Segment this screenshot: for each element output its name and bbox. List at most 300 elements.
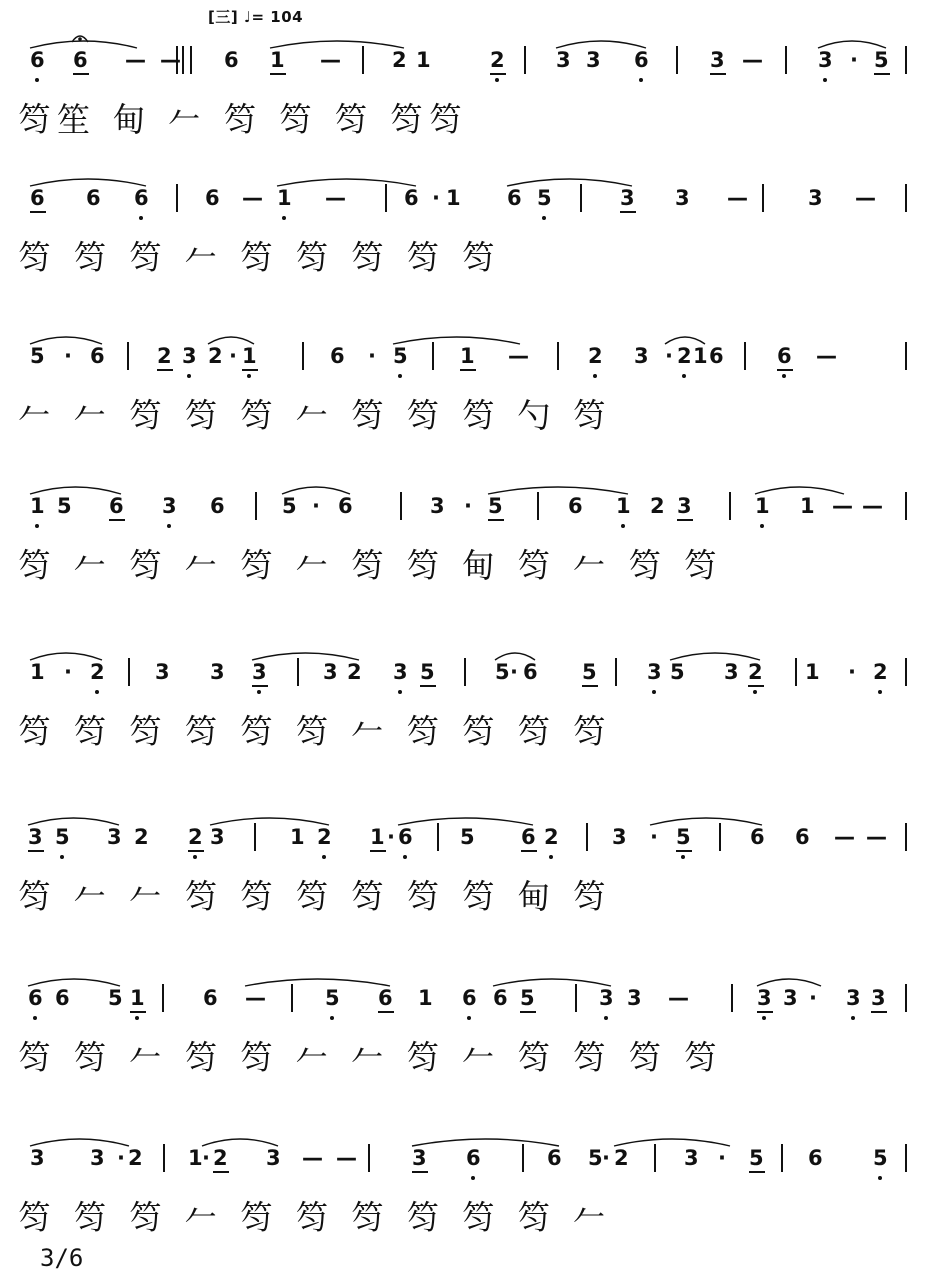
dot-icon (193, 855, 197, 859)
jianpu-note: 1 (616, 494, 631, 518)
barline (522, 1144, 524, 1172)
jianpu-note: 5 (30, 344, 45, 368)
underline-beam (242, 369, 258, 371)
jianpu-note: 5 (749, 1146, 764, 1170)
jianpu-note: 1 (130, 986, 145, 1010)
slur-icon (245, 979, 390, 986)
tablature-line: 笉 𠂉 笉 𠂉 笉 𠂉 笉 笉 甸 笉 𠂉 笉 笉 (18, 546, 723, 585)
underline-beam (252, 685, 268, 687)
dash-extender: — (668, 986, 689, 1010)
barline (524, 46, 526, 74)
jianpu-note: 3 (323, 660, 338, 684)
slur-icon (412, 1139, 559, 1146)
jianpu-note: 5 (520, 986, 535, 1010)
barline (362, 46, 364, 74)
jianpu-note: 5 (670, 660, 685, 684)
jianpu-note: 3 (430, 494, 445, 518)
jianpu-note: 2 (188, 825, 203, 849)
jianpu-note: 1 (242, 344, 257, 368)
dash-extender: — (832, 494, 853, 518)
underline-beam (412, 1171, 428, 1173)
barline (719, 823, 721, 851)
dot-extender: · (64, 344, 72, 368)
jianpu-note: 1 (30, 494, 45, 518)
jianpu-note: 6 (338, 494, 353, 518)
slur-icon (252, 653, 359, 660)
tablature-line: 笉笙 甸 𠂉 笉 笉 笉 笉笉 (18, 100, 468, 139)
barline (729, 492, 731, 520)
underline-beam (777, 369, 793, 371)
barline (781, 1144, 783, 1172)
dot-icon (682, 374, 686, 378)
slur-icon (495, 653, 535, 660)
barline (176, 184, 178, 212)
dot-icon (542, 216, 546, 220)
jianpu-note: 1 (188, 1146, 203, 1170)
slur-icon (507, 179, 632, 186)
jianpu-note: 3 (620, 186, 635, 210)
dot-icon (60, 855, 64, 859)
jianpu-note: 2 (157, 344, 172, 368)
jianpu-note: 6 (28, 986, 43, 1010)
tablature-line: 笉 笉 笉 𠂉 笉 笉 笉 笉 笉 (18, 238, 501, 277)
underline-beam (677, 519, 693, 521)
dot-extender: · (432, 186, 440, 210)
jianpu-note: 1 (755, 494, 770, 518)
dash-extender: — (866, 825, 887, 849)
dot-extender: · (665, 344, 673, 368)
dot-extender: · (229, 344, 237, 368)
underline-beam (73, 73, 89, 75)
notation-line (0, 488, 949, 546)
jianpu-note: 3 (162, 494, 177, 518)
underline-beam (30, 211, 46, 213)
dot-icon (135, 1016, 139, 1020)
jianpu-note: 6 (398, 825, 413, 849)
jianpu-note: 1 (290, 825, 305, 849)
dash-extender: — (855, 186, 876, 210)
jianpu-note: 1 (416, 48, 431, 72)
underline-beam (420, 685, 436, 687)
dot-icon (322, 855, 326, 859)
jianpu-note: 3 (586, 48, 601, 72)
dot-extender: · (464, 494, 472, 518)
tempo-marking: [三] ♩= 104 (208, 8, 304, 26)
slur-icon (30, 653, 102, 660)
underline-beam (620, 211, 636, 213)
jianpu-note: 1 (418, 986, 433, 1010)
jianpu-note: 5 (588, 1146, 603, 1170)
dot-extender: · (850, 48, 858, 72)
underline-beam (109, 519, 125, 521)
barline (163, 1144, 165, 1172)
jianpu-note: 6 (55, 986, 70, 1010)
notation-line (0, 338, 949, 396)
dash-extender: — (125, 48, 146, 72)
double-barline (182, 46, 184, 74)
jianpu-note: 2 (128, 1146, 143, 1170)
jianpu-note: 5 (325, 986, 340, 1010)
barline (368, 1144, 370, 1172)
slur-icon (393, 337, 520, 344)
jianpu-note: 1 (446, 186, 461, 210)
dash-extender: — (834, 825, 855, 849)
underline-beam (582, 685, 598, 687)
jianpu-note: 5 (420, 660, 435, 684)
dot-icon (878, 690, 882, 694)
slur-icon (670, 653, 760, 660)
jianpu-note: 6 (134, 186, 149, 210)
slur-icon (30, 1139, 129, 1146)
jianpu-note: 3 (677, 494, 692, 518)
jianpu-note: 3 (684, 1146, 699, 1170)
jianpu-note: 3 (757, 986, 772, 1010)
slur-icon (757, 979, 821, 986)
jianpu-note: 2 (347, 660, 362, 684)
dot-icon (35, 78, 39, 82)
slur-icon (755, 487, 844, 494)
jianpu-note: 3 (30, 1146, 45, 1170)
slur-icon (270, 41, 404, 48)
dash-extender: — (816, 344, 837, 368)
jianpu-note: 2 (873, 660, 888, 684)
dot-extender: · (117, 1146, 125, 1170)
barline (762, 184, 764, 212)
dash-extender: — (302, 1146, 323, 1170)
jianpu-note: 2 (614, 1146, 629, 1170)
jianpu-note: 6 (750, 825, 765, 849)
underline-beam (874, 73, 890, 75)
dot-extender: · (387, 825, 395, 849)
jianpu-note: 1 (693, 344, 708, 368)
jianpu-note: 6 (521, 825, 536, 849)
dot-icon (467, 1016, 471, 1020)
dot-icon (403, 855, 407, 859)
slur-icon (30, 41, 137, 48)
jianpu-note: 1 (460, 344, 475, 368)
slur-icon (30, 487, 121, 494)
barline (190, 46, 192, 74)
dot-icon (604, 1016, 608, 1020)
slur-icon (282, 487, 350, 494)
dot-icon (495, 78, 499, 82)
underline-beam (28, 850, 44, 852)
jianpu-note: 2 (490, 48, 505, 72)
slur-icon (30, 179, 146, 186)
jianpu-note: 3 (210, 825, 225, 849)
jianpu-note: 1 (277, 186, 292, 210)
dot-extender: · (368, 344, 376, 368)
jianpu-note: 6 (210, 494, 225, 518)
dash-extender: — (508, 344, 529, 368)
jianpu-note: 6 (777, 344, 792, 368)
dot-icon (33, 1016, 37, 1020)
dot-icon (878, 1176, 882, 1180)
jianpu-note: 2 (134, 825, 149, 849)
dot-icon (753, 690, 757, 694)
barline (586, 823, 588, 851)
barline (676, 46, 678, 74)
jianpu-note: 3 (182, 344, 197, 368)
jianpu-note: 2 (588, 344, 603, 368)
jianpu-note: 3 (107, 825, 122, 849)
dot-extender: · (312, 494, 320, 518)
underline-beam (490, 73, 506, 75)
dot-icon (782, 374, 786, 378)
jianpu-note: 3 (155, 660, 170, 684)
dot-icon (471, 1176, 475, 1180)
jianpu-note: 5 (537, 186, 552, 210)
barline (795, 658, 797, 686)
slur-icon (30, 337, 102, 344)
jianpu-note: 3 (627, 986, 642, 1010)
slur-icon (208, 337, 254, 344)
barline (905, 658, 907, 686)
barline (291, 984, 293, 1012)
jianpu-note: 5 (495, 660, 510, 684)
jianpu-note: 2 (544, 825, 559, 849)
dot-extender: · (809, 986, 817, 1010)
jianpu-note: 6 (709, 344, 724, 368)
jianpu-note: 1 (30, 660, 45, 684)
dash-extender: — (245, 986, 266, 1010)
jianpu-note: 3 (818, 48, 833, 72)
barline (162, 984, 164, 1012)
dot-icon (760, 524, 764, 528)
jianpu-note: 6 (466, 1146, 481, 1170)
jianpu-note: 5 (874, 48, 889, 72)
underline-beam (130, 1011, 146, 1013)
barline (302, 342, 304, 370)
jianpu-note: 6 (568, 494, 583, 518)
slur-icon (556, 41, 646, 48)
dot-icon (398, 374, 402, 378)
dot-icon (851, 1016, 855, 1020)
barline (437, 823, 439, 851)
barline (905, 1144, 907, 1172)
jianpu-note: 3 (783, 986, 798, 1010)
slur-icon (488, 487, 628, 494)
slur-icon (28, 979, 120, 986)
jianpu-note: 2 (650, 494, 665, 518)
notation-line (0, 42, 949, 100)
jianpu-note: 6 (90, 344, 105, 368)
dot-icon (621, 524, 625, 528)
dot-extender: · (650, 825, 658, 849)
dot-extender: · (510, 660, 518, 684)
jianpu-note: 3 (612, 825, 627, 849)
notation-line (0, 980, 949, 1038)
underline-beam (188, 850, 204, 852)
dot-icon (187, 374, 191, 378)
jianpu-note: 2 (392, 48, 407, 72)
underline-beam (488, 519, 504, 521)
underline-beam (213, 1171, 229, 1173)
barline (654, 1144, 656, 1172)
barline (254, 823, 256, 851)
jianpu-note: 6 (634, 48, 649, 72)
barline (537, 492, 539, 520)
notation-line (0, 1140, 949, 1198)
dot-icon (593, 374, 597, 378)
jianpu-note: 5 (393, 344, 408, 368)
notation-line (0, 654, 949, 712)
barline (905, 46, 907, 74)
jianpu-note: 2 (317, 825, 332, 849)
dot-icon (823, 78, 827, 82)
dot-icon (330, 1016, 334, 1020)
dot-extender: · (848, 660, 856, 684)
barline (575, 984, 577, 1012)
dot-icon (167, 524, 171, 528)
page-number: 3/6 (40, 1244, 84, 1272)
underline-beam (676, 850, 692, 852)
slur-icon (202, 1139, 278, 1146)
slur-icon (650, 818, 762, 825)
dash-extender: — (320, 48, 341, 72)
dot-icon (549, 855, 553, 859)
jianpu-note: 6 (404, 186, 419, 210)
jianpu-note: 6 (795, 825, 810, 849)
jianpu-note: 5 (460, 825, 475, 849)
tablature-line: 笉 𠂉 𠂉 笉 笉 笉 笉 笉 笉 甸 笉 (18, 877, 612, 916)
underline-beam (748, 685, 764, 687)
jianpu-note: 6 (203, 986, 218, 1010)
jianpu-note: 5 (55, 825, 70, 849)
jianpu-note: 3 (724, 660, 739, 684)
underline-beam (520, 1011, 536, 1013)
underline-beam (521, 850, 537, 852)
dash-extender: — (862, 494, 883, 518)
underline-beam (270, 73, 286, 75)
jianpu-note: 6 (30, 186, 45, 210)
jianpu-note: 6 (109, 494, 124, 518)
jianpu-note: 6 (808, 1146, 823, 1170)
dot-icon (398, 690, 402, 694)
dash-extender: — (160, 48, 181, 72)
dash-extender: — (242, 186, 263, 210)
jianpu-note: 3 (210, 660, 225, 684)
jianpu-note: 3 (846, 986, 861, 1010)
jianpu-note: 6 (30, 48, 45, 72)
jianpu-note: 6 (507, 186, 522, 210)
jianpu-note: 5 (282, 494, 297, 518)
slur-icon (277, 179, 416, 186)
dot-icon (282, 216, 286, 220)
underline-beam (370, 850, 386, 852)
notation-line (0, 180, 949, 238)
barline (127, 342, 129, 370)
jianpu-note: 5 (582, 660, 597, 684)
slur-icon (818, 41, 886, 48)
dash-extender: — (336, 1146, 357, 1170)
jianpu-note: 6 (523, 660, 538, 684)
jianpu-note: 3 (90, 1146, 105, 1170)
barline (731, 984, 733, 1012)
dot-icon (247, 374, 251, 378)
jianpu-note: 2 (213, 1146, 228, 1170)
barline (905, 492, 907, 520)
jianpu-note: 3 (647, 660, 662, 684)
underline-beam (157, 369, 173, 371)
dash-extender: — (325, 186, 346, 210)
jianpu-note: 3 (634, 344, 649, 368)
slur-icon (614, 1139, 730, 1146)
jianpu-note: 3 (675, 186, 690, 210)
barline (905, 342, 907, 370)
barline (905, 823, 907, 851)
barline (255, 492, 257, 520)
jianpu-note: 3 (599, 986, 614, 1010)
slur-icon (210, 818, 329, 825)
notation-line (0, 819, 949, 877)
tablature-line: 𠂉 𠂉 笉 笉 笉 𠂉 笉 笉 笉 勺 笉 (18, 396, 612, 435)
underline-beam (460, 369, 476, 371)
barline (785, 46, 787, 74)
slur-icon (493, 979, 611, 986)
barline (385, 184, 387, 212)
dot-icon (762, 1016, 766, 1020)
jianpu-note: 5 (488, 494, 503, 518)
barline (744, 342, 746, 370)
dot-extender: · (202, 1146, 210, 1170)
underline-beam (710, 73, 726, 75)
jianpu-note: 5 (108, 986, 123, 1010)
jianpu-note: 6 (462, 986, 477, 1010)
jianpu-note: 6 (547, 1146, 562, 1170)
dot-icon (95, 690, 99, 694)
jianpu-note: 6 (86, 186, 101, 210)
dash-extender: — (727, 186, 748, 210)
barline (615, 658, 617, 686)
jianpu-note: 2 (677, 344, 692, 368)
slur-icon (665, 337, 705, 344)
underline-beam (757, 1011, 773, 1013)
jianpu-note: 3 (871, 986, 886, 1010)
barline (128, 658, 130, 686)
fermata-icon (0, 28, 949, 48)
slur-icon (28, 818, 119, 825)
underline-beam (749, 1171, 765, 1173)
tablature-line: 笉 笉 𠂉 笉 笉 𠂉 𠂉 笉 𠂉 笉 笉 笉 笉 (18, 1038, 723, 1077)
dot-extender: · (602, 1146, 610, 1170)
jianpu-note: 2 (208, 344, 223, 368)
slur-icon (398, 818, 533, 825)
tablature-line: 笉 笉 笉 𠂉 笉 笉 笉 笉 笉 笉 𠂉 (18, 1198, 612, 1237)
jianpu-note: 2 (748, 660, 763, 684)
barline (557, 342, 559, 370)
dot-icon (139, 216, 143, 220)
barline (905, 984, 907, 1012)
dot-icon (652, 690, 656, 694)
jianpu-note: 1 (800, 494, 815, 518)
dot-icon (681, 855, 685, 859)
jianpu-note: 3 (28, 825, 43, 849)
dot-icon (35, 524, 39, 528)
dot-extender: · (718, 1146, 726, 1170)
barline (297, 658, 299, 686)
dot-icon (639, 78, 643, 82)
jianpu-note: 6 (378, 986, 393, 1010)
jianpu-note: 3 (252, 660, 267, 684)
jianpu-note: 1 (370, 825, 385, 849)
tablature-line: 笉 笉 笉 笉 笉 笉 𠂉 笉 笉 笉 笉 (18, 712, 612, 751)
barline (400, 492, 402, 520)
dot-icon (257, 690, 261, 694)
underline-beam (871, 1011, 887, 1013)
jianpu-note: 5 (57, 494, 72, 518)
jianpu-note: 6 (493, 986, 508, 1010)
